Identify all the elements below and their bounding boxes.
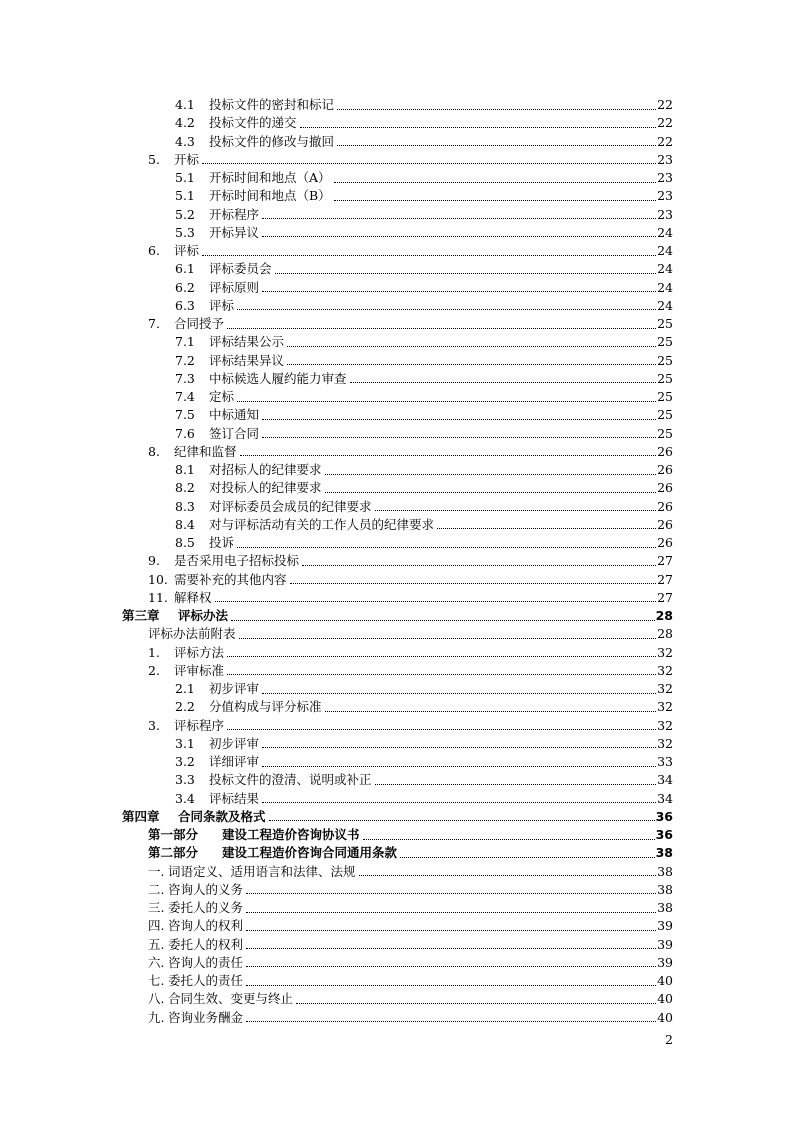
toc-entry[interactable] [148, 881, 673, 899]
toc-entry[interactable] [175, 370, 673, 388]
toc-entry-number: 8.4 [175, 516, 195, 532]
toc-entry[interactable] [148, 571, 673, 589]
toc-entry[interactable] [122, 808, 673, 826]
toc-entry-number: 七. [148, 973, 165, 988]
toc-entry-title: 咨询人的权利 [168, 918, 244, 934]
toc-entry[interactable] [148, 717, 673, 735]
toc-entry-number: 7.1 [175, 334, 195, 350]
dot-leader [262, 747, 656, 748]
toc-entry-title: 投标文件的密封和标记 [209, 97, 335, 112]
toc-entry-title: 评标方法 [174, 644, 225, 660]
toc-entry-page: 25 [657, 407, 673, 423]
toc-entry-number: 9. [148, 553, 160, 569]
toc-entry-page: 26 [657, 498, 673, 514]
toc-entry-number: 2. [148, 662, 160, 678]
toc-entry[interactable] [148, 826, 673, 844]
toc-entry[interactable] [175, 479, 673, 497]
toc-entry-page: 38 [657, 881, 673, 897]
toc-entry-title: 开标程序 [209, 206, 260, 222]
toc-entry-page: 26 [657, 480, 673, 496]
toc-entry-number: 5.1 [175, 170, 195, 185]
toc-entry-title: 纪律和监督 [174, 443, 237, 459]
toc-entry-page: 27 [657, 589, 673, 605]
dot-leader [227, 656, 656, 657]
toc-entry[interactable] [175, 771, 673, 789]
toc-entry[interactable] [148, 936, 673, 954]
toc-entry[interactable] [148, 625, 673, 643]
toc-entry[interactable] [148, 662, 673, 680]
toc-entry-title: 咨询人的责任 [168, 954, 244, 970]
toc-entry[interactable] [148, 151, 673, 169]
dot-leader [262, 437, 656, 438]
toc-entry-number: 六. [148, 954, 165, 970]
toc-entry[interactable] [175, 352, 673, 370]
toc-entry-page: 36 [655, 808, 673, 824]
toc-entry-number: 第四章 [122, 808, 160, 824]
toc-entry-page: 25 [657, 389, 673, 404]
toc-entry[interactable] [175, 96, 673, 114]
toc-entry-title: 委托人的义务 [168, 900, 244, 915]
toc-entry-number: 11. [148, 589, 168, 605]
toc-entry[interactable] [148, 844, 673, 862]
toc-entry-number: 3.2 [175, 754, 195, 769]
toc-entry-number: 1. [148, 644, 160, 660]
toc-entry[interactable] [175, 735, 673, 753]
toc-entry-page: 24 [657, 224, 673, 240]
dot-leader [240, 455, 657, 456]
toc-entry-number: 第一部分 [148, 827, 199, 842]
toc-entry[interactable] [175, 114, 673, 132]
dot-leader [246, 985, 656, 986]
toc-entry-number: 5. [148, 151, 160, 167]
toc-entry-number: 5.2 [175, 206, 195, 222]
toc-entry-title: 评标结果 [209, 790, 260, 806]
dot-leader [237, 401, 656, 402]
dot-leader [246, 966, 656, 967]
toc-entry[interactable] [175, 133, 673, 151]
toc-entry-number: 3.3 [175, 772, 195, 788]
toc-entry-page: 22 [657, 97, 673, 112]
toc-entry-title: 评标委员会 [209, 261, 272, 277]
toc-entry-title: 投诉 [209, 535, 235, 550]
toc-entry-page: 40 [657, 973, 673, 988]
toc-entry-title: 对招标人的纪律要求 [209, 462, 322, 477]
dot-leader [262, 291, 656, 292]
dot-leader [227, 729, 656, 730]
toc-entry[interactable] [175, 187, 673, 205]
toc-entry[interactable] [175, 680, 673, 698]
toc-entry-page: 39 [657, 936, 673, 952]
toc-entry-number: 4.2 [175, 115, 195, 131]
toc-entry-number: 8. [148, 443, 160, 459]
toc-entry-title: 词语定义、适用语言和法律、法规 [168, 863, 356, 879]
toc-entry-number: 5.1 [175, 188, 195, 204]
toc-entry-title: 对投标人的纪律要求 [209, 480, 322, 496]
toc-entry-title: 评标 [209, 297, 235, 313]
dot-leader [325, 711, 657, 712]
toc-entry-title: 投标文件的修改与撤回 [209, 133, 335, 149]
toc-entry-title: 评标结果异议 [209, 352, 285, 368]
toc-entry[interactable] [148, 552, 673, 570]
dot-leader [262, 218, 656, 219]
toc-entry-number: 7. [148, 316, 160, 331]
dot-leader [246, 1021, 656, 1022]
toc-entry-page: 25 [657, 352, 673, 368]
dot-leader [262, 419, 656, 420]
toc-entry-title: 投标文件的澄清、说明或补正 [209, 772, 372, 788]
toc-entry[interactable] [175, 297, 673, 315]
toc-entry[interactable] [175, 388, 673, 406]
toc-entry-number: 6.2 [175, 279, 195, 295]
toc-entry-number: 4.3 [175, 133, 195, 149]
toc-entry-number: 7.6 [175, 425, 195, 441]
toc-entry-number: 6.3 [175, 297, 195, 313]
toc-entry-page: 22 [657, 115, 673, 131]
toc-entry-page: 32 [657, 717, 673, 733]
toc-entry-page: 36 [655, 827, 673, 842]
toc-entry-page: 33 [657, 754, 673, 769]
toc-entry-page: 23 [657, 170, 673, 185]
dot-leader [246, 948, 656, 949]
dot-leader [262, 766, 656, 767]
toc-entry[interactable] [175, 461, 673, 479]
dot-leader [359, 875, 657, 876]
toc-entry-page: 25 [657, 370, 673, 386]
dot-leader [302, 565, 656, 566]
dot-leader [296, 1003, 656, 1004]
toc-entry-number: 3.1 [175, 735, 195, 751]
toc-entry[interactable] [175, 790, 673, 808]
toc-entry[interactable] [175, 516, 673, 534]
dot-leader [246, 893, 656, 894]
toc-entry-title: 是否采用电子招标投标 [174, 553, 300, 569]
toc-entry-number: 5.3 [175, 224, 195, 240]
toc-entry[interactable] [175, 224, 673, 242]
toc-entry-number: 2.2 [175, 699, 195, 715]
toc-entry-title: 需要补充的其他内容 [174, 571, 287, 587]
dot-leader [227, 674, 656, 675]
toc-entry[interactable] [175, 406, 673, 424]
toc-entry-number: 一. [148, 863, 165, 879]
toc-entry-title: 委托人的权利 [168, 936, 244, 952]
toc-entry-page: 32 [657, 662, 673, 678]
toc-entry[interactable] [175, 753, 673, 771]
toc-entry-page: 25 [657, 316, 673, 331]
toc-entry-page: 38 [657, 863, 673, 879]
toc-entry-number: 3.4 [175, 790, 195, 806]
toc-entry-number: 第二部分 [148, 845, 199, 861]
dot-leader [246, 912, 656, 913]
toc-entry-number: 二. [148, 881, 165, 897]
toc-entry-page: 38 [655, 845, 673, 861]
toc-entry-title: 合同条款及格式 [178, 808, 266, 824]
dot-leader [231, 620, 655, 621]
toc-entry-page: 26 [657, 462, 673, 477]
toc-entry[interactable] [148, 644, 673, 662]
toc-entry-number: 7.4 [175, 389, 195, 404]
toc-entry-page: 32 [657, 681, 673, 696]
toc-entry-title: 对评标委员会成员的纪律要求 [209, 498, 372, 514]
toc-entry-page: 25 [657, 334, 673, 350]
toc-entry-page: 38 [657, 900, 673, 915]
toc-entry-page: 22 [657, 133, 673, 149]
toc-entry-page: 27 [657, 553, 673, 569]
dot-leader [437, 528, 656, 529]
toc-entry-title: 初步评审 [209, 681, 260, 696]
toc-entry-page: 26 [657, 535, 673, 550]
dot-leader [262, 802, 656, 803]
toc-entry-title: 合同生效、变更与终止 [168, 991, 294, 1007]
toc-entry-title: 中标候选人履约能力审查 [209, 370, 347, 386]
toc-entry-page: 24 [657, 297, 673, 313]
toc-entry-number: 8.3 [175, 498, 195, 514]
toc-entry[interactable] [175, 698, 673, 716]
toc-entry-page: 23 [657, 206, 673, 222]
toc-entry-title: 初步评审 [209, 735, 260, 751]
dot-leader [337, 145, 656, 146]
toc-entry-page: 32 [657, 735, 673, 751]
dot-leader [375, 510, 657, 511]
toc-entry-title: 分值构成与评分标准 [209, 699, 322, 715]
toc-entry-title: 评标结果公示 [209, 334, 285, 350]
toc-entry-page: 34 [657, 790, 673, 806]
toc-entry-title: 委托人的责任 [168, 973, 244, 988]
toc-entry[interactable] [175, 206, 673, 224]
toc-entry-number: 6. [148, 243, 160, 258]
toc-entry[interactable] [175, 333, 673, 351]
toc-entry-title: 签订合同 [209, 425, 260, 441]
toc-entry[interactable] [122, 607, 673, 625]
toc-entry-number: 7.3 [175, 370, 195, 386]
toc-entry[interactable] [175, 425, 673, 443]
toc-entry-title: 咨询业务酬金 [168, 1009, 244, 1025]
toc-entry-title: 评标程序 [174, 717, 225, 733]
toc-entry-title: 评标办法前附表 [148, 626, 236, 642]
toc-entry-title: 解释权 [174, 589, 212, 605]
dot-leader [227, 328, 656, 329]
dot-leader [287, 364, 656, 365]
toc-entry-page: 28 [655, 608, 673, 623]
toc-entry-number: 8.5 [175, 535, 195, 550]
toc-entry-title: 详细评审 [209, 754, 260, 769]
toc-entry-title: 建设工程造价咨询协议书 [222, 827, 360, 842]
dot-leader [325, 474, 657, 475]
toc-entry[interactable] [175, 260, 673, 278]
toc-entry-page: 39 [657, 918, 673, 934]
toc-entry-number: 7.2 [175, 352, 195, 368]
toc-entry-title: 投标文件的递交 [209, 115, 297, 131]
dot-leader [325, 492, 657, 493]
toc-entry-page: 26 [657, 516, 673, 532]
toc-entry-title: 对与评标活动有关的工作人员的纪律要求 [209, 516, 435, 532]
toc-entry-page: 32 [657, 644, 673, 660]
toc-entry-number: 10. [148, 571, 168, 587]
toc-entry-number: 6.1 [175, 261, 195, 277]
toc-entry-number: 2.1 [175, 681, 195, 696]
toc-entry-number: 4.1 [175, 97, 195, 112]
toc-entry-page: 26 [657, 443, 673, 459]
dot-leader [202, 255, 656, 256]
dot-leader [269, 820, 655, 821]
toc-entry-page: 23 [657, 151, 673, 167]
toc-entry[interactable] [148, 972, 673, 990]
toc-entry-number: 8.1 [175, 462, 195, 477]
toc-entry-page: 40 [657, 991, 673, 1007]
dot-leader [237, 547, 656, 548]
toc-entry-title: 评审标准 [174, 662, 225, 678]
toc-entry-number: 7.5 [175, 407, 195, 423]
toc-entry[interactable] [148, 990, 673, 1008]
dot-leader [287, 346, 656, 347]
toc-entry-title: 评标 [174, 243, 200, 258]
toc-entry-title: 定标 [209, 389, 235, 404]
dot-leader [262, 236, 656, 237]
toc-entry-title: 评标办法 [178, 608, 229, 623]
toc-entry-number: 3. [148, 717, 160, 733]
toc-entry[interactable] [148, 242, 673, 260]
toc-entry-title: 开标时间和地点（A） [209, 170, 331, 185]
dot-leader [400, 857, 655, 858]
dot-leader [363, 839, 655, 840]
toc-entry-page: 25 [657, 425, 673, 441]
toc-entry[interactable] [148, 863, 673, 881]
dot-leader [290, 583, 657, 584]
toc-entry-title: 建设工程造价咨询合同通用条款 [222, 845, 398, 861]
dot-leader [337, 109, 656, 110]
toc-entry[interactable] [148, 1009, 673, 1027]
toc-entry-title: 开标异议 [209, 224, 260, 240]
dot-leader [334, 182, 657, 183]
dot-leader [237, 309, 656, 310]
toc-entry-title: 评标原则 [209, 279, 260, 295]
toc-entry[interactable] [175, 279, 673, 297]
toc-entry-title: 中标通知 [209, 407, 260, 423]
toc-entry-page: 39 [657, 954, 673, 970]
toc-entry-number: 第三章 [122, 608, 160, 623]
toc-entry[interactable] [148, 589, 673, 607]
dot-leader [239, 638, 657, 639]
toc-entry[interactable] [148, 443, 673, 461]
toc-entry-page: 32 [657, 699, 673, 715]
toc-entry-page: 40 [657, 1009, 673, 1025]
toc-entry[interactable] [148, 954, 673, 972]
toc-entry-page: 23 [657, 188, 673, 204]
toc-entry-number: 九. [148, 1009, 165, 1025]
toc-entry-number: 8.2 [175, 480, 195, 496]
dot-leader [262, 693, 656, 694]
toc-entry[interactable] [175, 534, 673, 552]
dot-leader [300, 127, 657, 128]
dot-leader [375, 784, 657, 785]
toc-entry[interactable] [148, 315, 673, 333]
toc-entry[interactable] [148, 917, 673, 935]
toc-entry-page: 24 [657, 261, 673, 277]
toc-entry[interactable] [148, 899, 673, 917]
toc-entry-title: 开标时间和地点（B） [209, 188, 331, 204]
toc-entry-number: 八. [148, 991, 165, 1007]
toc-entry-number: 三. [148, 900, 165, 915]
toc-entry-page: 34 [657, 772, 673, 788]
page-number: 2 [665, 1032, 673, 1047]
toc-entry-page: 28 [657, 626, 673, 642]
dot-leader [350, 382, 657, 383]
toc-entry-number: 五. [148, 936, 165, 952]
toc-entry-page: 24 [657, 243, 673, 258]
toc-entry-number: 四. [148, 918, 165, 934]
dot-leader [215, 601, 657, 602]
toc-entry-title: 咨询人的义务 [168, 881, 244, 897]
toc-entry-page: 27 [657, 571, 673, 587]
toc-entry[interactable] [175, 498, 673, 516]
toc-entry-title: 开标 [174, 151, 200, 167]
toc-entry-title: 合同授予 [174, 316, 225, 331]
toc-entry[interactable] [175, 169, 673, 187]
dot-leader [246, 930, 656, 931]
dot-leader [202, 163, 656, 164]
dot-leader [334, 200, 656, 201]
dot-leader [275, 273, 657, 274]
toc-entry-page: 24 [657, 279, 673, 295]
